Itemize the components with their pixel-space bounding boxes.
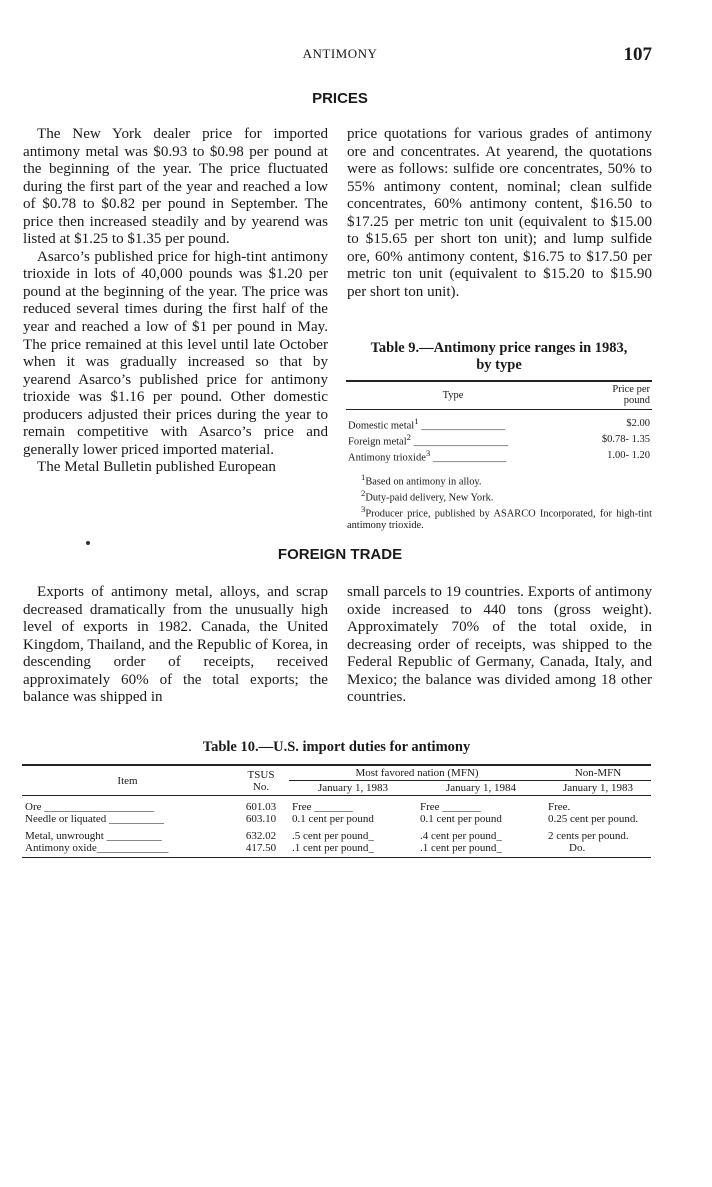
table10-mfn-1983: .5 cent per pound [292, 830, 369, 842]
foreign-trade-paragraph: Exports of antimony metal, alloys, and scrap decreased dramatically from the unusually high level of exports in 1982. Canada, the United Kingdom, Thailand, and the Republic of Korea, in descending order of receipts, received approximately 60% of the total exports; the balance was shipped in [23, 584, 328, 706]
table10-col-tsus-line: TSUS [247, 768, 275, 781]
table9-col-price-line: Price per [612, 384, 650, 395]
prices-paragraph: The New York dealer price for imported antimony metal was $0.93 to $0.98 per pound at the beginning of the year. The price fluctuated during the first part of the year and reached a low of $0.78 to $0.82 per pound in September. The price then increased steadily and by yearend was listed at $1.25 to $1.35 per pound. [23, 126, 328, 248]
table9-footnote: $^2$Duty-paid delivery, New York. [361, 487, 494, 504]
table9-type-cell: Domestic metal$^1$ ________________ [348, 416, 506, 432]
table-row [22, 796, 651, 814]
table10-mfn-1984: Free [420, 801, 440, 813]
table-row [22, 814, 651, 826]
stray-mark [86, 541, 90, 545]
table10-col-item: Item [22, 765, 233, 796]
footnote-ref: 1 [414, 416, 419, 426]
table-row [22, 843, 651, 858]
table9-col-price [560, 381, 652, 410]
table9-col-price-line: pound [623, 395, 650, 406]
table10-mfn-1983-cell: Free _______ [292, 801, 353, 813]
table9-type: Antimony trioxide [348, 452, 426, 464]
table9-price: 1.00- 1.20 [607, 450, 650, 462]
prices-left-column [23, 126, 328, 477]
table10-mfn-1984: .1 cent per pound [420, 841, 497, 854]
table10-nonmfn-1983: 2 cents per pound. [548, 830, 629, 842]
table10-item-cell: Metal, unwrought __________ [25, 830, 162, 842]
table-row [346, 448, 652, 464]
table10-nonmfn-1983: 0.25 cent per pound. [548, 812, 639, 825]
table10 [22, 764, 651, 858]
prices-heading: PRICES [312, 90, 368, 107]
prices-right-column [347, 126, 652, 301]
table10-tsus: 417.50 [233, 843, 289, 858]
table10-caption: Table 10.—U.S. import duties for antimony [202, 739, 471, 755]
table9-type-cell: Antimony trioxide$^3$ ______________ [348, 448, 507, 464]
table9-caption-line: Table 9.—Antimony price ranges in 1983, [370, 340, 628, 356]
table9-header-row [346, 381, 652, 410]
table10-col-nonmfn: Non-MFN [545, 765, 651, 781]
table10-col-mfn-1983: January 1, 1983 [289, 781, 417, 796]
table9-price: $0.78- 1.35 [601, 434, 650, 446]
table10-tsus: 632.02 [245, 830, 277, 842]
table9-footnotes [347, 472, 652, 531]
table10-mfn-1983: 0.1 cent per pound [292, 812, 374, 825]
table10-col-tsus [233, 765, 289, 796]
table10-item: Ore [25, 801, 42, 813]
table9 [346, 380, 652, 464]
table10-mfn-1983-cell: .5 cent per pound_ [292, 830, 374, 842]
table10-item-cell: Ore ____________________ [25, 801, 155, 813]
table10-item: Antimony oxide [25, 841, 97, 854]
table-row [22, 825, 651, 843]
table9-caption-line: by type [476, 357, 522, 373]
table9-type: Foreign metal [348, 436, 407, 448]
table10-nonmfn-1983: Do. [545, 843, 651, 858]
table10-item-cell: Antimony oxide_____________ [22, 843, 233, 858]
table9-type: Domestic metal [348, 420, 415, 432]
table10-mfn-1983: .1 cent per pound [292, 841, 369, 854]
table10-mfn-1983: Free [292, 801, 312, 813]
foreign-trade-left-column [23, 584, 328, 707]
table10-item: Metal, unwrought [25, 830, 104, 842]
table9-col-type: Type [346, 381, 560, 410]
prices-paragraph: The Metal Bulletin published European [37, 459, 276, 476]
page-number: 107 [623, 44, 652, 65]
table10-mfn-1984-cell: .4 cent per pound_ [420, 830, 502, 842]
table10-tsus: 603.10 [245, 812, 277, 825]
table10-col-tsus-line: No. [252, 780, 270, 793]
table10-item: Needle or liquated [25, 812, 107, 825]
table10-mfn-1984: .4 cent per pound [420, 830, 497, 842]
table10-tsus: 601.03 [245, 801, 277, 813]
table10-mfn-1984: 0.1 cent per pound [420, 812, 502, 825]
table10-mfn-1983-cell: .1 cent per pound_ [289, 843, 417, 858]
table10-col-mfn-1984: January 1, 1984 [417, 781, 545, 796]
table10-mfn-1984-cell: Free _______ [420, 801, 481, 813]
running-header [0, 44, 712, 68]
table10-item-cell: Needle or liquated __________ [25, 812, 164, 825]
foreign-trade-right-column [347, 584, 652, 707]
table-row [346, 432, 652, 448]
foreign-trade-heading: FOREIGN TRADE [277, 546, 403, 563]
prices-paragraph-continued: price quotations for various grades of antimony ore and concentrates. At yearend, the quotations were as follows: sulfide ore concentrates, 50% to 55% antimony content, nominal; clean sulfide concentrates, 60% antimony content, $16.50 to $17.25 per metric ton unit (equivalent to $15.00 to $15.65 per short ton unit); and lump sulfide ore, 60% antimony content, $16.75 to $17.50 per metric ton unit (equivalent to $15.20 to $15.90 per short ton unit). [347, 126, 652, 300]
table9-caption [346, 340, 652, 374]
footnote-ref: 3 [425, 448, 431, 458]
table10-col-mfn: Most favored nation (MFN) [289, 765, 545, 781]
prices-paragraph: Asarco’s published price for high-tint antimony trioxide in lots of 40,000 pounds was $1.20 per pound at the beginning of the year. The price was reduced several times during the first half of the year and reached a low of $1 per pound in May. The price remained at this level until late October when it was gradually increased so that by yearend Asarco’s published price for antimony trioxide was $1.16 per pound. Other domestic producers adjusted their prices during the year to remain competitive with Asarco’s price and generally lower priced imported material. [23, 248, 328, 458]
table9-price: $2.00 [626, 418, 650, 430]
table10-nonmfn-1983: Free. [548, 801, 571, 813]
running-title: ANTIMONY [302, 46, 378, 61]
table9-footnote: $^1$Based on antimony in alloy. [361, 472, 482, 488]
table10-mfn-1984-cell: .1 cent per pound_ [417, 843, 545, 858]
table9-footnote: $^3$Producer price, published by ASARCO Incorporated, for high-tint antimony trioxide. [347, 503, 652, 531]
table10-header-row [22, 765, 651, 781]
table9-type-cell: Foreign metal$^2$ __________________ [348, 432, 509, 448]
foreign-trade-paragraph-continued: small parcels to 19 countries. Exports of antimony oxide increased to 440 tons (gross weight). Approximately 70% of the total oxide, in decreasing order of receipts, was shipped to the Federal Republic of Germany, Canada, Italy, and Mexico; the balance was divided among 18 other countries. [347, 584, 652, 706]
table10-col-nonmfn-1983: January 1, 1983 [545, 781, 651, 796]
footnote-ref: 2 [406, 432, 411, 442]
table-row [346, 410, 652, 433]
